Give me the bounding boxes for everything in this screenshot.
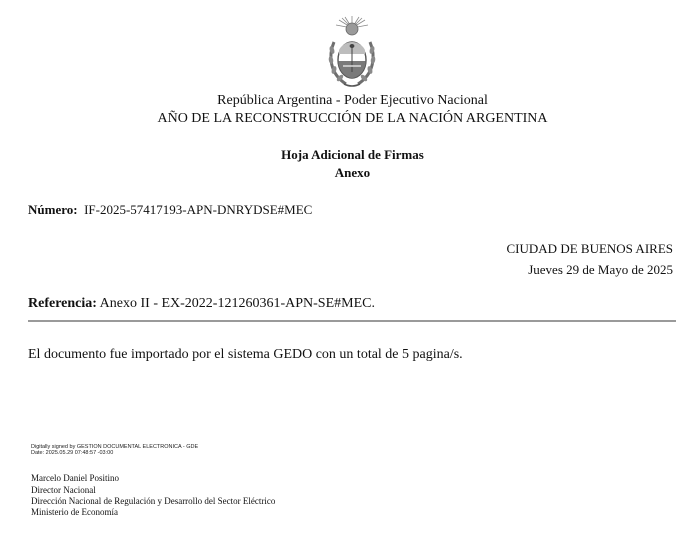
- header-year-motto: AÑO DE LA RECONSTRUCCIÓN DE LA NACIÓN ARGENTINA: [157, 111, 548, 126]
- signer-name: Marcelo Daniel Positino: [31, 473, 119, 483]
- signer-position: Director Nacional: [31, 485, 96, 495]
- document-number: [28, 202, 312, 218]
- digital-signature-date: Date: 2025.05.29 07:48:57 -03:00: [31, 450, 114, 456]
- document-subtitle: Anexo: [334, 165, 371, 180]
- argentina-coat-of-arms-icon: [326, 14, 378, 90]
- signer-office: Dirección Nacional de Regulación y Desarrollo del Sector Eléctrico: [31, 496, 276, 506]
- document-reference-value: Anexo II - EX-2022-121260361-APN-SE#MEC.: [99, 296, 375, 311]
- document-reference-label: Referencia:: [28, 296, 97, 311]
- document-city: CIUDAD DE BUENOS AIRES: [506, 241, 673, 256]
- document-reference: [28, 296, 375, 312]
- document-body-text: El documento fue importado por el sistema GEDO con un total de 5 pagina/s.: [28, 347, 463, 362]
- document-title: Hoja Adicional de Firmas: [281, 147, 424, 162]
- signer-ministry: Ministerio de Economía: [31, 507, 118, 517]
- section-divider: [28, 320, 676, 322]
- digital-signature-signer: Digitally signed by GESTION DOCUMENTAL ELECTRONICA - GDE: [31, 444, 199, 450]
- document-number-label: Número:: [28, 202, 78, 217]
- document-number-value: IF-2025-57417193-APN-DNRYDSE#MEC: [84, 202, 313, 217]
- document-date: Jueves 29 de Mayo de 2025: [528, 262, 673, 277]
- header-government-line: República Argentina - Poder Ejecutivo Nacional: [217, 93, 488, 108]
